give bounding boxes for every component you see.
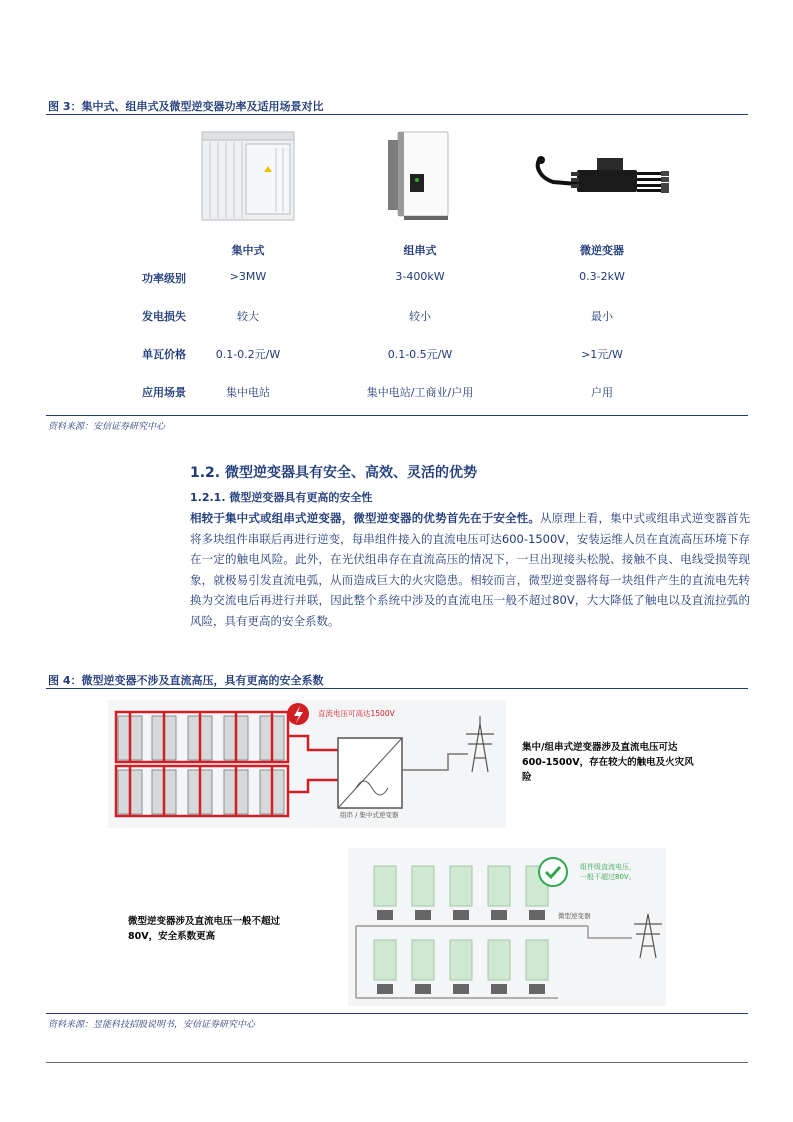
paragraph-body: 从原理上看，集中式或组串式逆变器首先将多块组件串联后再进行逆变，每串组件接入的直流电压可达600-1500V，安装运维人员在直流高压环境下存在一定的触电风险。此外，在光伏组串存在直流高压的情况下，一旦出现接头松脱、接触不良、电线受损等现象，就极易引发直流电弧，从而造成巨大的火灾隐患。相较而言，微型逆变器将每一块组件产生的直流电先转换为交流电后再进行并联，因此整个系统中涉及的直流电压一般不超过80V，大大降低了触电以及直流拉弧的风险，具有更高的安全系数。	[190, 511, 751, 628]
row-label-power: 功率级别	[142, 272, 186, 285]
figure4-bottom-rule	[46, 1013, 748, 1014]
cell-price-central: 0.1-0.2元/W	[215, 348, 281, 361]
cell-power-central: >3MW	[229, 270, 267, 283]
column-header-micro: 微逆变器	[580, 244, 624, 257]
figure3-top-rule	[46, 114, 748, 115]
low-voltage-callout-line1: 组件级直流电压，	[580, 863, 636, 871]
section-subheading: 1.2.1. 微型逆变器具有更高的安全性	[190, 491, 373, 504]
string-inverter-note: 集中/组串式逆变器涉及直流电压可达600-1500V，存在较大的触电及火灾风险	[522, 742, 694, 783]
figure4-top-rule	[46, 688, 748, 689]
cell-price-micro: >1元/W	[581, 348, 623, 361]
dc-high-voltage-callout: 直流电压可高达1500V	[318, 709, 395, 718]
section-paragraph	[190, 508, 750, 631]
low-voltage-callout-line2: 一般不超过80V。	[580, 873, 636, 881]
section-heading: 1.2. 微型逆变器具有安全、高效、灵活的优势	[190, 465, 477, 481]
figure4-title: 图 4：微型逆变器不涉及直流高压，具有更高的安全系数	[48, 674, 324, 687]
figure4-source: 资料来源：昱能科技招股说明书，安信证券研究中心	[48, 1020, 256, 1030]
cell-loss-micro: 最小	[591, 310, 613, 323]
figure3-bottom-rule	[46, 415, 748, 416]
micro-inverter-image	[533, 152, 673, 198]
cell-scenario-string: 集中电站/工商业/户用	[366, 386, 474, 399]
cell-loss-string: 较小	[409, 310, 431, 323]
low-voltage-callout	[580, 862, 636, 882]
cell-scenario-micro: 户用	[591, 386, 613, 399]
column-header-string: 组串式	[403, 244, 437, 257]
cell-price-string: 0.1-0.5元/W	[387, 348, 453, 361]
paragraph-lead: 相较于集中式或组串式逆变器，微型逆变器的优势首先在于安全性。	[190, 511, 541, 525]
column-header-central: 集中式	[231, 244, 265, 257]
figure3-title: 图 3：集中式、组串式及微型逆变器功率及适用场景对比	[48, 100, 324, 113]
page-footer-rule	[46, 1062, 748, 1063]
cell-power-string: 3-400kW	[395, 270, 445, 283]
micro-inverter-note: 微型逆变器涉及直流电压一般不超过80V，安全系数更高	[128, 916, 281, 942]
string-system-diagram	[108, 700, 506, 828]
central-inverter-image	[196, 128, 300, 224]
row-label-price: 单瓦价格	[142, 348, 186, 361]
cell-scenario-central: 集中电站	[226, 386, 270, 399]
micro-inverter-label: 微型逆变器	[558, 912, 591, 920]
string-inverter-image	[384, 130, 454, 222]
row-label-scenario: 应用场景	[142, 386, 186, 399]
cell-loss-central: 较大	[237, 310, 259, 323]
row-label-loss: 发电损失	[142, 310, 186, 323]
cell-power-micro: 0.3-2kW	[579, 270, 625, 283]
string-inverter-label: 组串 / 集中式逆变器	[340, 811, 399, 819]
figure3-source: 资料来源：安信证券研究中心	[48, 422, 166, 432]
